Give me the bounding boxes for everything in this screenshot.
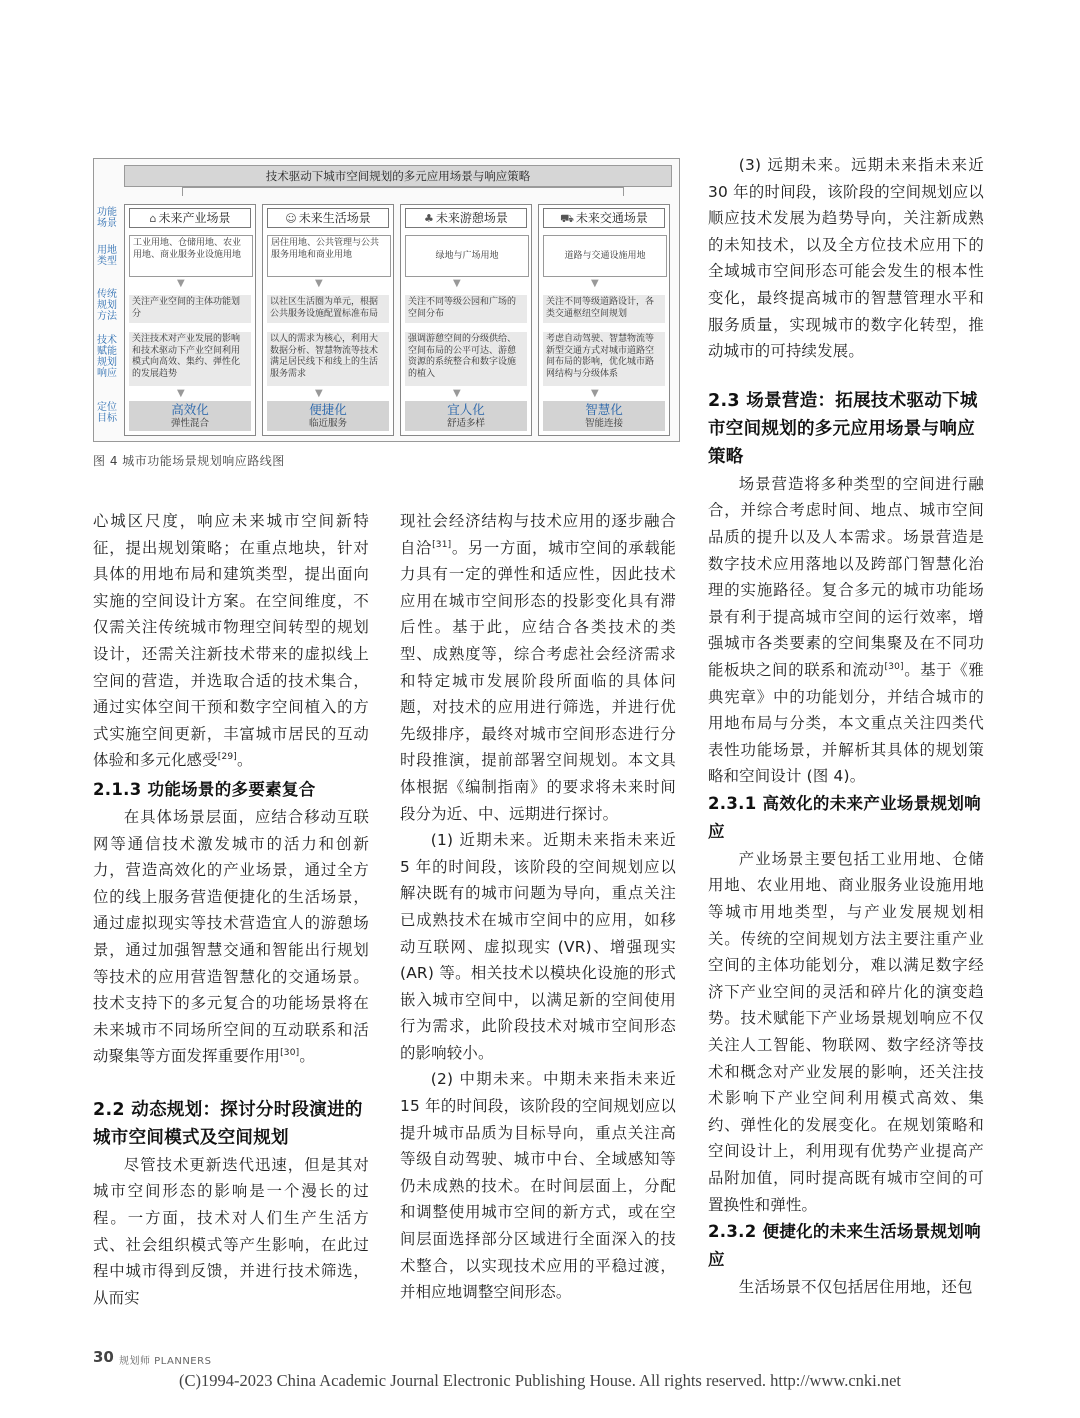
- row-label-tech: 技术赋能规划响应: [97, 335, 117, 379]
- section-heading-2-3-1: 2.3.1 高效化的未来产业场景规划响应: [708, 793, 981, 841]
- target-sub: 临近服务: [308, 418, 347, 429]
- traditional-method-box: 以社区生活圈为单元，根据公共服务设施配置标准布局: [267, 295, 389, 323]
- citation: [31]: [432, 539, 452, 550]
- figure-title: 技术驱动下城市空间规划的多元应用场景与响应策略: [124, 165, 672, 187]
- paragraph: 尽管技术更新迭代迅速，但是其对城市空间形态的影响是一个漫长的过程。一方面，技术对人们生产生活方式、社会组织模式等产生影响，在此过程中城市得到反馈，并进行技术筛选，从而实: [93, 1155, 369, 1307]
- target-label: 智慧化: [585, 402, 623, 417]
- section-heading-2-3-2: 2.3.2 便捷化的未来生活场景规划响应: [708, 1222, 981, 1270]
- section-heading-2-2: 2.2 动态规划：探讨分时段演进的城市空间模式及空间规划: [93, 1099, 363, 1148]
- figure-caption: 图 4 城市功能场景规划响应路线图: [93, 454, 285, 468]
- row-label-scene: 功能场景: [97, 207, 117, 229]
- scene-column-living: [262, 204, 394, 436]
- target-box: [129, 401, 251, 431]
- paragraph: (3) 远期未来。远期未来指未来近 30 年的时间段，该阶段的空间规划应以顺应技术发展为趋势导向，关注新成熟的未知技术，以及全方位技术应用下的全域城市空间形态可能会发生的根本性变化，最终提高城市的智慧管理水平和服务质量，实现城市的数字化转型，推动城市的可持续发展。: [708, 156, 984, 361]
- tech-response-box: 强调游憩空间的分级供给、空间布局的公平可达、游憩资源的系统整合和数字设施的植入: [405, 332, 527, 386]
- land-use-box: 道路与交通设施用地: [543, 235, 667, 277]
- page-number: 30: [93, 1348, 114, 1366]
- park-icon: ♣: [424, 212, 434, 225]
- people-icon: ☺: [285, 212, 297, 225]
- paragraph: 心城区尺度，响应未来城市空间新特征，提出规划策略；在重点地块，针对具体的用地布局和建筑类型，提出面向实施的空间设计方案。在空间维度，不仅需关注传统城市物理空间转型的规划设计，还需关注新技术带来的虚拟线上空间的营造，并选取合适的技术集合，通过实体空间干预和数字空间植入的方式实施空间更新，丰富城市居民的互动体验和多元化感受[29]。: [93, 512, 369, 770]
- tech-response-box: 以人的需求为核心，利用大数据分析、智慧物流等技术满足居民线下和线上的生活服务需求: [267, 332, 389, 386]
- row-label-target: 定位目标: [97, 402, 117, 424]
- target-label: 宜人化: [447, 402, 485, 417]
- land-use-box: 绿地与广场用地: [405, 235, 529, 277]
- middle-column: [400, 508, 676, 1306]
- arrow-down-icon: ▼: [315, 388, 323, 399]
- row-label-land: 用地类型: [97, 245, 117, 267]
- paragraph: 在具体场景层面，应结合移动互联网等通信技术激发城市的活力和创新力，营造高效化的产业场景，通过全方位的线上服务营造便捷化的生活场景，通过虚拟现实等技术营造宜人的游憩场景，通过加强智慧交通和智能出行规划等技术的应用营造智慧化的交通场景。技术支持下的多元复合的功能场景将在未来城市不同场所空间的互动联系和活动聚集等方面发挥重要作用[30]。: [93, 807, 369, 1066]
- target-sub: 舒适多样: [446, 418, 485, 429]
- land-use-box: 居住用地、公共管理与公共服务用地和商业用地: [267, 235, 391, 277]
- arrow-down-icon: ▼: [591, 278, 599, 289]
- target-label: 便捷化: [309, 402, 347, 417]
- paragraph: 场景营造将多种类型的空间进行融合，并综合考虑时间、地点、城市空间品质的提升以及人本需求。场景营造是数字技术应用落地以及跨部门智慧化治理的实施路径。复合多元的城市功能场景有利于提高城市空间的运行效率，增强城市各类要素的空间集聚及在不同功能板块之间的联系和流动[30]。基于《雅典宪章》中的功能划分，并结合城市的用地布局与分类，本文重点关注四类代表性功能场景，并解析其具体的规划策略和空间设计 (图 4)。: [708, 474, 984, 786]
- citation: [30]: [280, 1048, 300, 1059]
- arrow-down-icon: ▼: [315, 278, 323, 289]
- arrow-down-icon: ▼: [177, 388, 185, 399]
- paragraph: (2) 中期未来。中期未来指未来近 15 年的时间段，该阶段的空间规划应以提升城市品质为目标导向，重点关注高等级自动驾驶、城市中台、全域感知等仍未成熟的技术。在时间层面上，分配和调整使用城市空间的新方式，或在空间层面选择部分区域进行全面深入的技术整合，以实现技术应用的平稳过渡，并相应地调整空间形态。: [400, 1070, 676, 1302]
- target-box: [405, 401, 527, 431]
- scene-column-industry: [124, 204, 256, 436]
- copyright-notice: (C)1994-2023 China Academic Journal Electronic Publishing House. All rights reserved. http://www.cnki.net: [178, 1371, 902, 1390]
- citation: [30]: [884, 661, 904, 672]
- paragraph: 生活场景不仅包括居住用地，还包: [738, 1278, 973, 1297]
- tech-response-box: 考虑自动驾驶、智慧物流等新型交通方式对城市道路空间布局的影响，优化城市路网结构与分级体系: [543, 332, 665, 386]
- traditional-method-box: 关注产业空间的主体功能划分: [129, 295, 251, 323]
- paragraph: 现社会经济结构与技术应用的逐步融合自洽[31]。另一方面，城市空间的承载能力具有一定的弹性和适应性，因此技术应用在城市空间形态的投影变化具有滞后性。基于此，应结合各类技术的类型、成熟度等，综合考虑社会经济需求和特定城市发展阶段所面临的具体问题，对技术的应用进行筛选，并进行优先级排序，最终对城市空间形态进行分时段推演，提前部署空间规划。本文具体根据《编制指南》的要求将未来时间段分为近、中、远期进行探讨。: [400, 512, 676, 823]
- arrow-down-icon: ▼: [453, 278, 461, 289]
- scene-column-recreation: [400, 204, 532, 436]
- paragraph: 产业场景主要包括工业用地、仓储用地、农业用地、商业服务业设施用地等城市用地类型，与产业发展规划相关。传统的空间规划方法主要注重产业空间的主体功能划分，难以满足数字经济下产业空间的灵活和碎片化的演变趋势。技术赋能下产业场景规划响应不仅关注人工智能、物联网、数字经济等技术和概念对产业发展的影响，还关注技术影响下产业空间利用模式高效、集约、弹性化的发展变化。在规划策略和空间设计上，利用现有优势产业提高产品附加值，同时提高既有城市空间的可置换性和弹性。: [708, 849, 984, 1214]
- scene-header: ♣ 未来游憩场景: [405, 208, 527, 228]
- scene-column-transport: [538, 204, 670, 436]
- right-column: [708, 152, 984, 1301]
- target-sub: 弹性混合: [170, 418, 209, 429]
- figure-connector: [182, 187, 624, 196]
- figure-4: [93, 158, 680, 442]
- land-use-box: 工业用地、仓储用地、农业用地、商业服务业设施用地: [129, 235, 253, 277]
- factory-icon: ⌂: [149, 212, 157, 225]
- target-label: 高效化: [171, 402, 209, 417]
- target-box: [543, 401, 665, 431]
- citation: [29]: [217, 752, 238, 763]
- scene-header: ⌂ 未来产业场景: [129, 208, 251, 228]
- journal-name: 规划师 PLANNERS: [119, 1356, 212, 1367]
- arrow-down-icon: ▼: [453, 388, 461, 399]
- target-sub: 智能连接: [584, 418, 623, 429]
- scene-header: ⛟ 未来交通场景: [543, 208, 665, 228]
- tech-response-box: 关注技术对产业发展的影响和技术驱动下产业空间利用模式向高效、集约、弹性化的发展趋势: [129, 332, 251, 386]
- arrow-down-icon: ▼: [591, 388, 599, 399]
- section-heading-2-3: 2.3 场景营造：拓展技术驱动下城市空间规划的多元应用场景与响应策略: [708, 390, 978, 467]
- vehicle-icon: ⛟: [560, 212, 574, 225]
- arrow-down-icon: ▼: [177, 278, 185, 289]
- paragraph: (1) 近期未来。近期未来指未来近 5 年的时间段，该阶段的空间规划应以解决既有的城市问题为导向，重点关注已成熟技术在城市空间中的应用，如移动互联网、虚拟现实 (VR)、增强现实 (AR) 等。相关技术以模块化设施的形式嵌入城市空间中，以满足新的空间使用行为需求，此阶段技术对城市空间形态的影响较小。: [400, 831, 676, 1062]
- row-label-traditional: 传统规划方法: [97, 289, 117, 322]
- section-heading-2-1-3: 2.1.3 功能场景的多要素复合: [93, 779, 316, 799]
- target-box: [267, 401, 389, 431]
- traditional-method-box: 关注不同等级道路设计，各类交通枢纽空间规划: [543, 295, 665, 323]
- scene-header: ☺ 未来生活场景: [267, 208, 389, 228]
- left-column: [93, 508, 369, 1311]
- traditional-method-box: 关注不同等级公园和广场的空间分布: [405, 295, 527, 323]
